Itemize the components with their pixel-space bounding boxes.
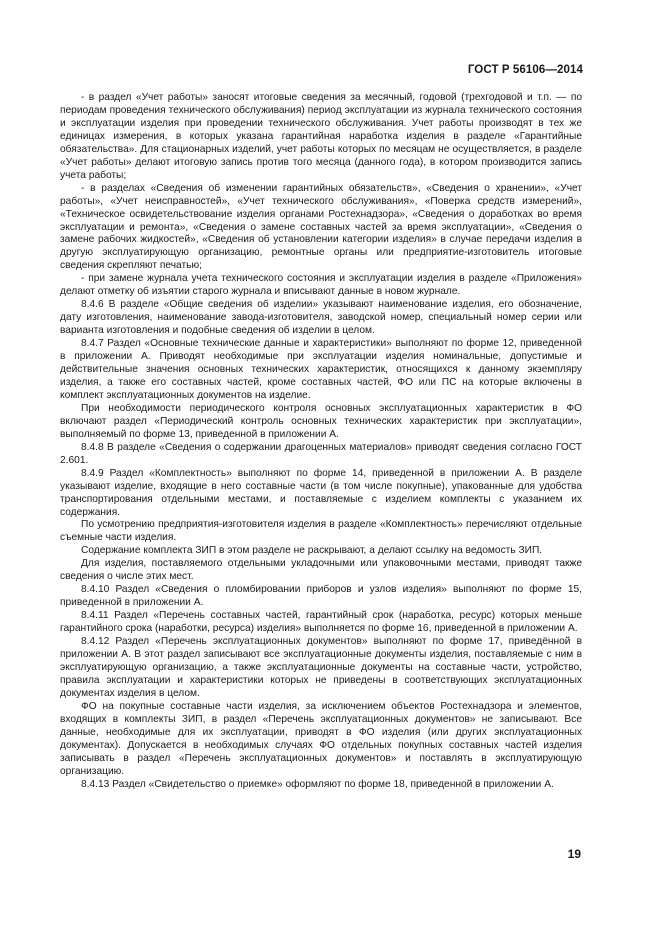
paragraph-removable-parts: По усмотрению предприятия-изготовителя изделия в разделе «Комплектность» перечисляют отдельные съемные части изделия. bbox=[60, 519, 582, 544]
paragraph-8-4-7: 8.4.7 Раздел «Основные технические данные и характеристики» выполняют по форме 12, приведенной в приложении А. Приводят необходимые при эксплуатации изделия номинальные, допустимые и действительные значения основных технических характеристик, относящихся к данному экземпляру изделия, а также его составных частей, кроме составных частей, ФО или ПС на которые включены в комплект эксплуатационных документов на изделие. bbox=[60, 338, 582, 401]
document-body bbox=[60, 92, 582, 791]
paragraph-journal-replacement: - при замене журнала учета технического состояния и эксплуатации изделия в разделе «Приложения» делают отметку об изъятии старого журнала и вписывают данные в новом журнале. bbox=[60, 273, 582, 298]
paragraph-purchased-parts: ФО на покупные составные части изделия, за исключением объектов Ростехнадзора и элементов, входящих в комплекты ЗИП, в раздел «Перечень эксплуатационных документов» не записывают. Все данные, необходимые для их эксплуатации, приводят в ФО изделия (или других эксплуатационных документах). Допускается в необходимых случаях ФО отдельных покупных составных частей изделия записывать в раздел «Перечень эксплуатационных документов» и поставлять в эксплуатирующую организацию. bbox=[60, 700, 582, 777]
paragraph-8-4-9: 8.4.9 Раздел «Комплектность» выполняют по форме 14, приведенной в приложении А. В разделе указывают изделие, входящие в него составные части (в том числе покупные), упакованные для удобства транспортирования отдельными местами, и поставляемые с изделием комплекты с указанием их содержания. bbox=[60, 467, 582, 518]
paragraph-8-4-12: 8.4.12 Раздел «Перечень эксплуатационных документов» выполняют по форме 17, приведённой в приложении А. В этот раздел записывают все эксплуатационные документы изделия, поставляемые с ним в эксплуатирующую организацию, а также эксплуатационные документы на составные части, устройство, правила эксплуатации и характеристики которых не приведены в соответствующих эксплуатационных документах изделия в целом. bbox=[60, 636, 582, 699]
paragraph-zip-content: Содержание комплекта ЗИП в этом разделе не раскрывают, а делают ссылку на ведомость ЗИП. bbox=[81, 545, 543, 557]
paragraph-work-accounting: - в раздел «Учет работы» заносят итоговые сведения за месячный, годовой (трехгодовой и т.п. — по периодам проведения технического обслуживания) период эксплуатации из журнала технического состояния и эксплуатации изделия при проведении технического обслуживания. Учет работы производят в тех же единицах измерения, в которых указана гарантийная наработка изделия в разделе «Гарантийные обязательства». Для стационарных изделий, учет работы которых по месяцам не осуществляется, в разделе «Учет работы» делают итоговую запись против того месяца (данного года), в котором производится запись учета работы; bbox=[60, 92, 582, 181]
paragraph-section-seals: - в разделах «Сведения об изменении гарантийных обязательств», «Сведения о хранении», «Учет работы», «Учет неисправностей», «Учет технического обслуживания», «Поверка средств измерений», «Техническое освидетельствование изделия органами Ростехнадзора», «Сведения о доработках во время эксплуатации и ремонта», «Сведения о замене составных частей за время эксплуатации», «Сведения о замене рабочих жидкостей», «Сведения об установлении категории изделия» в случае передачи изделия в другую эксплуатирующую организацию, ремонтные органы или предприятие-изготовитель итоговые сведения скрепляют печатью; bbox=[60, 182, 582, 272]
paragraph-packing-places: Для изделия, поставляемого отдельными укладочными или упаковочными местами, приводят также сведения о числе этих мест. bbox=[60, 558, 582, 583]
paragraph-8-4-13: 8.4.13 Раздел «Свидетельство о приемке» оформляют по форме 18, приведенной в приложении А. bbox=[81, 778, 554, 790]
paragraph-8-4-6: 8.4.6 В разделе «Общие сведения об изделии» указывают наименование изделия, его обозначение, дату изготовления, наименование завода-изготовителя, заводской номер, специальный номер серии или варианта изготовления и подобные сведения об изделии в целом. bbox=[60, 299, 582, 337]
standard-header: ГОСТ Р 56106—2014 bbox=[467, 64, 583, 76]
page-number: 19 bbox=[567, 847, 581, 861]
paragraph-8-4-8: 8.4.8 В разделе «Сведения о содержании драгоценных материалов» приводят сведения согласно ГОСТ 2.601. bbox=[60, 441, 582, 466]
paragraph-8-4-10: 8.4.10 Раздел «Сведения о пломбировании приборов и узлов изделия» выполняют по форме 15, приведенной в приложении А. bbox=[60, 584, 582, 609]
paragraph-periodic-control: При необходимости периодического контроля основных эксплуатационных характеристик в ФО включают раздел «Периодический контроль основных технических характеристик при эксплуатации», выполняемый по форме 13, приведенной в приложении А. bbox=[60, 402, 582, 440]
paragraph-8-4-11: 8.4.11 Раздел «Перечень составных частей, гарантийный срок (наработка, ресурс) которых меньше гарантийного срока (наработки, ресурса) изделия» выполняется по форме 16, приведенной в приложении А. bbox=[60, 610, 582, 635]
